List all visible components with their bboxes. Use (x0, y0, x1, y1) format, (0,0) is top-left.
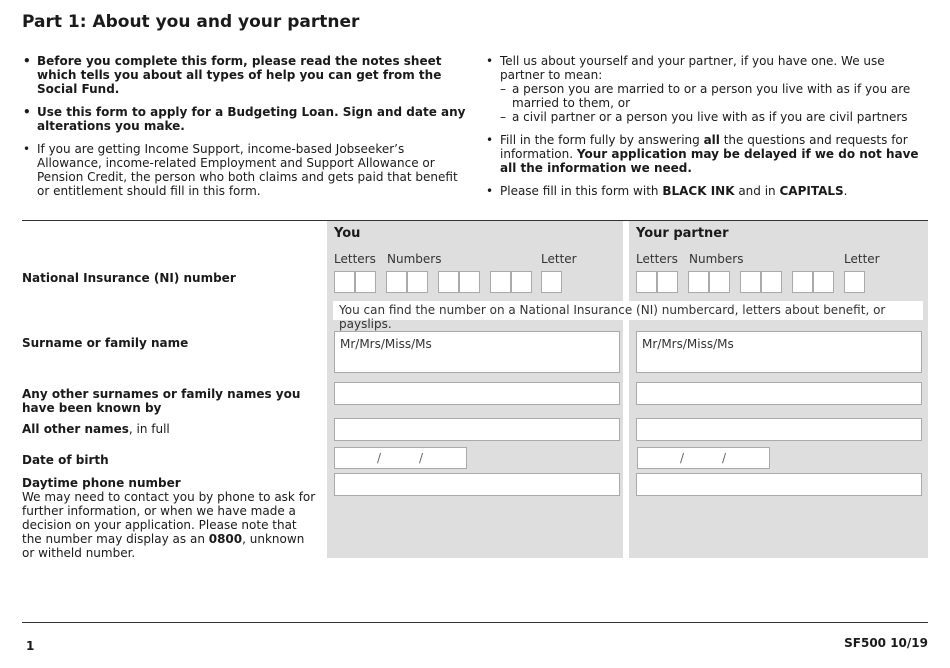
instruction-partner-definition (485, 54, 925, 124)
fill-fully-all: all (703, 133, 720, 147)
partner-other-surnames-field[interactable] (636, 382, 922, 405)
you-ni-box-5[interactable] (438, 271, 459, 293)
other-names-rest: , in full (128, 422, 170, 436)
you-other-surnames-field[interactable] (334, 382, 620, 405)
you-ni-letter-label: Letter (541, 252, 577, 266)
page-title: Part 1: About you and your partner (22, 12, 360, 32)
phone-description (22, 490, 317, 560)
instructions-left (22, 54, 470, 207)
instruction-fill-fully (485, 133, 925, 175)
fill-fully-pre: Fill in the form fully by answering (500, 133, 704, 147)
phone-desc-pre: We may need to contact you by phone to ask for further information, or when we have made a decision on your application. Please note that the number may display as an (22, 490, 316, 546)
partner-ni-box-4[interactable] (709, 271, 730, 293)
fill-fully-mid: the questions and requests for information. (500, 133, 908, 161)
partner-dob-sep-1: / (680, 451, 685, 465)
you-phone-field[interactable] (334, 473, 620, 496)
you-ni-box-9[interactable] (541, 271, 562, 293)
you-ni-box-3[interactable] (386, 271, 407, 293)
instructions-right (485, 54, 925, 207)
partner-ni-box-2[interactable] (657, 271, 678, 293)
you-ni-box-8[interactable] (511, 271, 532, 293)
you-dob-sep-1: / (377, 451, 382, 465)
dob-label: Date of birth (22, 453, 109, 467)
phone-desc-0800: 0800 (208, 532, 243, 546)
ni-help-note: You can find the number on a National Insurance (NI) numbercard, letters about benefit, or payslips. (333, 301, 923, 320)
partner-def-married: – a person you are married to or a person you live with as if you are married to them, or (500, 82, 925, 110)
other-surnames-label: Any other surnames or family names you have been known by (22, 387, 301, 415)
you-dob-field[interactable] (334, 447, 467, 469)
partner-ni-numbers-label: Numbers (689, 252, 744, 266)
surname-label: Surname or family name (22, 336, 189, 350)
ink-capitals: CAPITALS (779, 184, 844, 198)
partner-ni-box-3[interactable] (688, 271, 709, 293)
page-number: 1 (26, 639, 35, 653)
ink-pre: Please fill in this form with (500, 184, 663, 198)
partner-ni-box-7[interactable] (792, 271, 813, 293)
ink-end: . (843, 184, 848, 198)
ink-black: BLACK INK (662, 184, 735, 198)
you-ni-box-1[interactable] (334, 271, 355, 293)
phone-desc-post: , unknown or witheld number. (22, 532, 305, 560)
you-ni-letters-label: Letters (334, 252, 376, 266)
partner-other-names-field[interactable] (636, 418, 922, 441)
ink-mid: and in (734, 184, 780, 198)
instruction-black-ink (485, 184, 925, 198)
ni-number-label: National Insurance (NI) number (22, 271, 236, 285)
phone-label: Daytime phone number (22, 476, 181, 490)
partner-def-civil: – a civil partner or a person you live with as if you are civil partners (500, 110, 925, 124)
instruction-notes-sheet: • Before you complete this form, please read the notes sheet which tells you about all types of help you can get from the Social Fund. (22, 54, 470, 96)
partner-ni-box-1[interactable] (636, 271, 657, 293)
footer-divider (22, 622, 928, 623)
you-ni-box-7[interactable] (490, 271, 511, 293)
partner-column-heading: Your partner (636, 226, 729, 241)
you-dob-sep-2: / (419, 451, 424, 465)
other-names-label (22, 422, 317, 436)
partner-ni-letter-label: Letter (844, 252, 880, 266)
instruction-budgeting-loan: • Use this form to apply for a Budgeting Loan. Sign and date any alterations you make. (22, 105, 470, 133)
form-code: SF500 10/19 (844, 636, 928, 650)
partner-ni-box-5[interactable] (740, 271, 761, 293)
partner-intro: Tell us about yourself and your partner, if you have one. We use partner to mean: (500, 54, 885, 82)
other-names-bold: All other names (22, 422, 129, 436)
partner-ni-box-9[interactable] (844, 271, 865, 293)
you-other-names-field[interactable] (334, 418, 620, 441)
you-ni-box-2[interactable] (355, 271, 376, 293)
partner-ni-letters-label: Letters (636, 252, 678, 266)
partner-dob-field[interactable] (637, 447, 770, 469)
partner-phone-field[interactable] (636, 473, 922, 496)
partner-surname-field[interactable]: Mr/Mrs/Miss/Ms (636, 331, 922, 373)
fill-fully-warning: Your application may be delayed if we do not have all the information we need. (500, 147, 919, 175)
you-ni-box-4[interactable] (407, 271, 428, 293)
partner-ni-box-6[interactable] (761, 271, 782, 293)
you-ni-box-6[interactable] (459, 271, 480, 293)
partner-ni-box-8[interactable] (813, 271, 834, 293)
instruction-who-fills: • If you are getting Income Support, income-based Jobseeker’s Allowance, income-related Employment and Support Allowance or Pension Credit, the person who both claims and gets paid that benefit or entitlement should fill in this form. (22, 142, 470, 198)
you-column-heading: You (334, 226, 361, 241)
you-surname-field[interactable]: Mr/Mrs/Miss/Ms (334, 331, 620, 373)
you-ni-numbers-label: Numbers (387, 252, 442, 266)
partner-dob-sep-2: / (722, 451, 727, 465)
